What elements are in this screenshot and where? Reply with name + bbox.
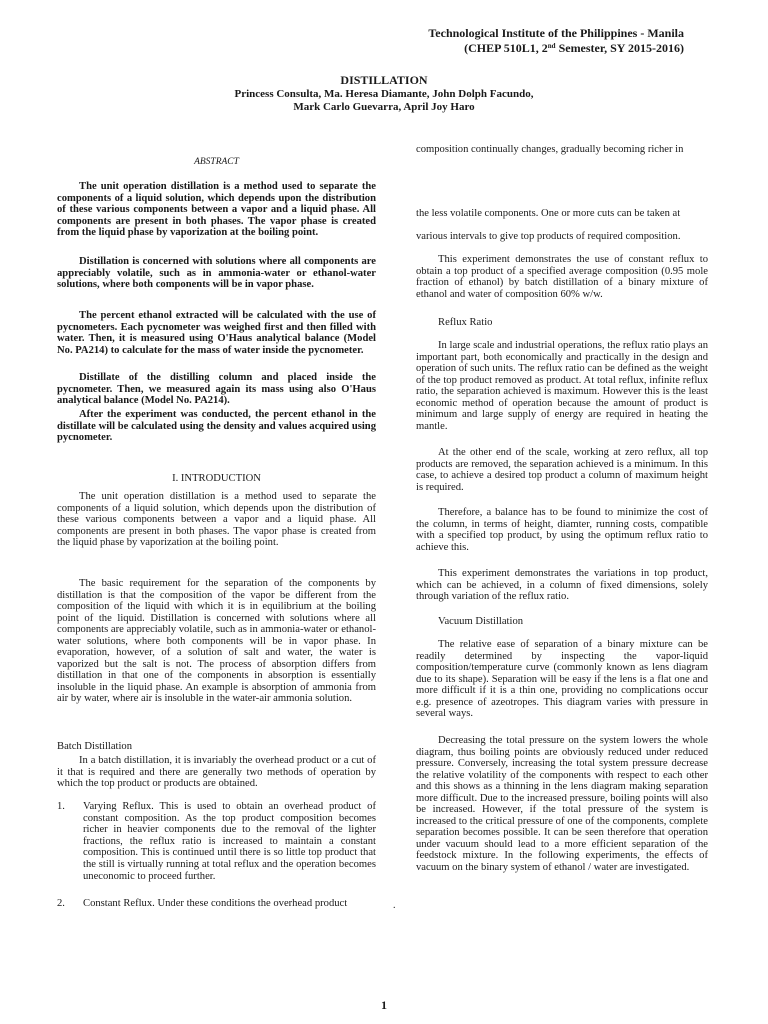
batch-p1: In a batch distillation, it is invariably the overhead product or a cut of it that is required and there are generally two methods of operation by which the top product or products are obtained. (57, 755, 376, 789)
list-item-text: Constant Reflux. Under these conditions the overhead product (83, 898, 348, 909)
paper-title: DISTILLATION (340, 73, 428, 87)
reflux-p4: This experiment demonstrates the variations in top product, which can be achieved, in a column of fixed dimensions, solely through variation of the reflux ratio. (416, 568, 708, 602)
reflux-p2: At the other end of the scale, working at zero reflux, all top products are removed, the separation achieved is a minimum. In this case, to achieve a desired top product a column of maximum height is required. (416, 447, 708, 493)
list-number: 1. (57, 801, 65, 812)
vacuum-distillation-heading: Vacuum Distillation (438, 616, 524, 627)
reflux-p1: In large scale and industrial operations, the reflux ratio plays an important part, both economically and practically in the design and operation of such units. The reflux ratio can be defined as the weight of the top product removed as product. At total reflux, infinite reflux ratio, the separation achieved is maximum. However this is the least economic method of operation because the amount of product is minimum and large supply of energy are required in heating the mantle. (416, 340, 708, 432)
reflux-ratio-heading: Reflux Ratio (438, 317, 493, 328)
list-number: 2. (57, 898, 65, 909)
introduction-heading: I. INTRODUCTION (172, 473, 261, 484)
course-sup: nd (547, 42, 556, 50)
abstract-p3: The percent ethanol extracted will be calculated with the use of pycnometers. Each pycnometer was weighed first and then filled with water. Then, it is measured using O'Haus analytical balance (Model No. PA214) to calculate for the mass of water inside the pycnometer. (57, 310, 376, 356)
constant-reflux-demo-paragraph: This experiment demonstrates the use of constant reflux to obtain a top product of a specified average composition (0.95 mole fraction of ethanol) by batch distillation of a binary mixture of ethanol and water of composition 60% w/w. (416, 254, 708, 300)
abstract-p5: After the experiment was conducted, the percent ethanol in the distillate will be calculated using the density and values acquired using pycnometer. (57, 409, 376, 443)
page-number: 1 (381, 998, 387, 1012)
course-suffix: Semester, SY 2015-2016) (555, 41, 684, 55)
course-prefix: (CHEP 510L1, 2 (464, 41, 548, 55)
course-header (464, 41, 684, 55)
batch-distillation-heading: Batch Distillation (57, 741, 133, 752)
list-item-varying-reflux (57, 801, 376, 882)
list-item-constant-reflux (57, 898, 376, 910)
abstract-p2: Distillation is concerned with solutions where all components are appreciably volatile, such as in ammonia-water or ethanol-water solutions, where both components will be in vapor phase. (57, 256, 376, 290)
continued-line-2: the less volatile components. One or more cuts can be taken at (416, 208, 681, 219)
intro-p1: The unit operation distillation is a method used to separate the components of a liquid solution, which depends upon the distribution of these various components between a vapor and a liquid phase. All components are present in both phases. The vapor phase is created from the liquid phase by vaporization at the boiling point. (57, 491, 376, 548)
list-item-text: Varying Reflux. This is used to obtain an overhead product of constant composition. As the top product composition becomes richer in heavier components due to the removal of the lighter fractions, the reflux ratio is increased to maintain a constant composition. This is continued until there is so little top product that the still is virtually running at total reflux and the operation becomes uneconomic to proceed further. (83, 801, 376, 882)
reflux-p3: Therefore, a balance has to be found to minimize the cost of the column, in terms of height, diamter, running costs, compatible with a specified top product, by using the optimum reflux ratio to achieve this. (416, 507, 708, 553)
vacuum-p1: The relative ease of separation of a binary mixture can be readily determined by inspecting the vapor-liquid composition/temperature curve (commonly known as lens diagram due to its shape). Separation will be easy if the lens is a flat one and more difficult if it is a thin one, providing no complications occur e.g. presence of azeotropes. This diagram varies with pressure in several ways. (416, 639, 708, 719)
intro-p2: The basic requirement for the separation of the components by distillation is that the composition of the vapor be different from the composition of the liquid with which it is in equilibrium at the boiling point of the liquid. Distillation is concerned with solutions where all components are appreciably volatile, such as in ammonia-water or ethanol-water solutions, where both components will be in vapor phase. In evaporation, however, of a solution of salt and water, the water is vaporized but the salt is not. The process of absorption differs from distillation in that one of the components in absorption is essentially insoluble in the liquid phase. An example is absorption of ammonia from air by water, where air is insoluble in the water-air ammonia solution. (57, 578, 376, 704)
abstract-p1: The unit operation distillation is a method used to separate the components of a liquid solution, which depends upon the distribution of these various components between a vapor and a liquid phase. All components are present in both phases. The vapor phase is created from the liquid phase by vaporization at the boiling point. (57, 181, 376, 238)
stray-mark: . (393, 900, 396, 911)
vacuum-p2: Decreasing the total pressure on the system lowers the whole diagram, thus boiling points are obviously reduced under reduced pressure. Conversely, increasing the total system pressure decrease the relative volatility of the components with respect to each other and this shows as a thinning in the lens diagram making separation more difficult. Due to the increased pressure, boiling points will also be increased. However, if the total pressure of the system is increased to the critical pressure of one of the components, complete separation becomes possible. It can be seen therefore that operation under vacuum should lead to a more efficient separation of the feedstock mixture. In the following experiments, the effects of vacuum on the binary system of ethanol / water are investigated. (416, 735, 708, 873)
abstract-heading: ABSTRACT (194, 157, 239, 167)
continued-line-1: composition continually changes, gradually becoming richer in (416, 144, 684, 155)
continued-line-3: various intervals to give top products of required composition. (416, 231, 681, 242)
abstract-p4: Distillate of the distilling column and placed inside the pycnometer. Then, we measured again its mass using also O'Haus analytical balance (Model No. PA214). (57, 372, 376, 406)
authors-line-2: Mark Carlo Guevarra, April Joy Haro (293, 101, 475, 113)
institute-header: Technological Institute of the Philippines - Manila (428, 26, 684, 40)
authors-line-1: Princess Consulta, Ma. Heresa Diamante, John Dolph Facundo, (234, 88, 534, 100)
